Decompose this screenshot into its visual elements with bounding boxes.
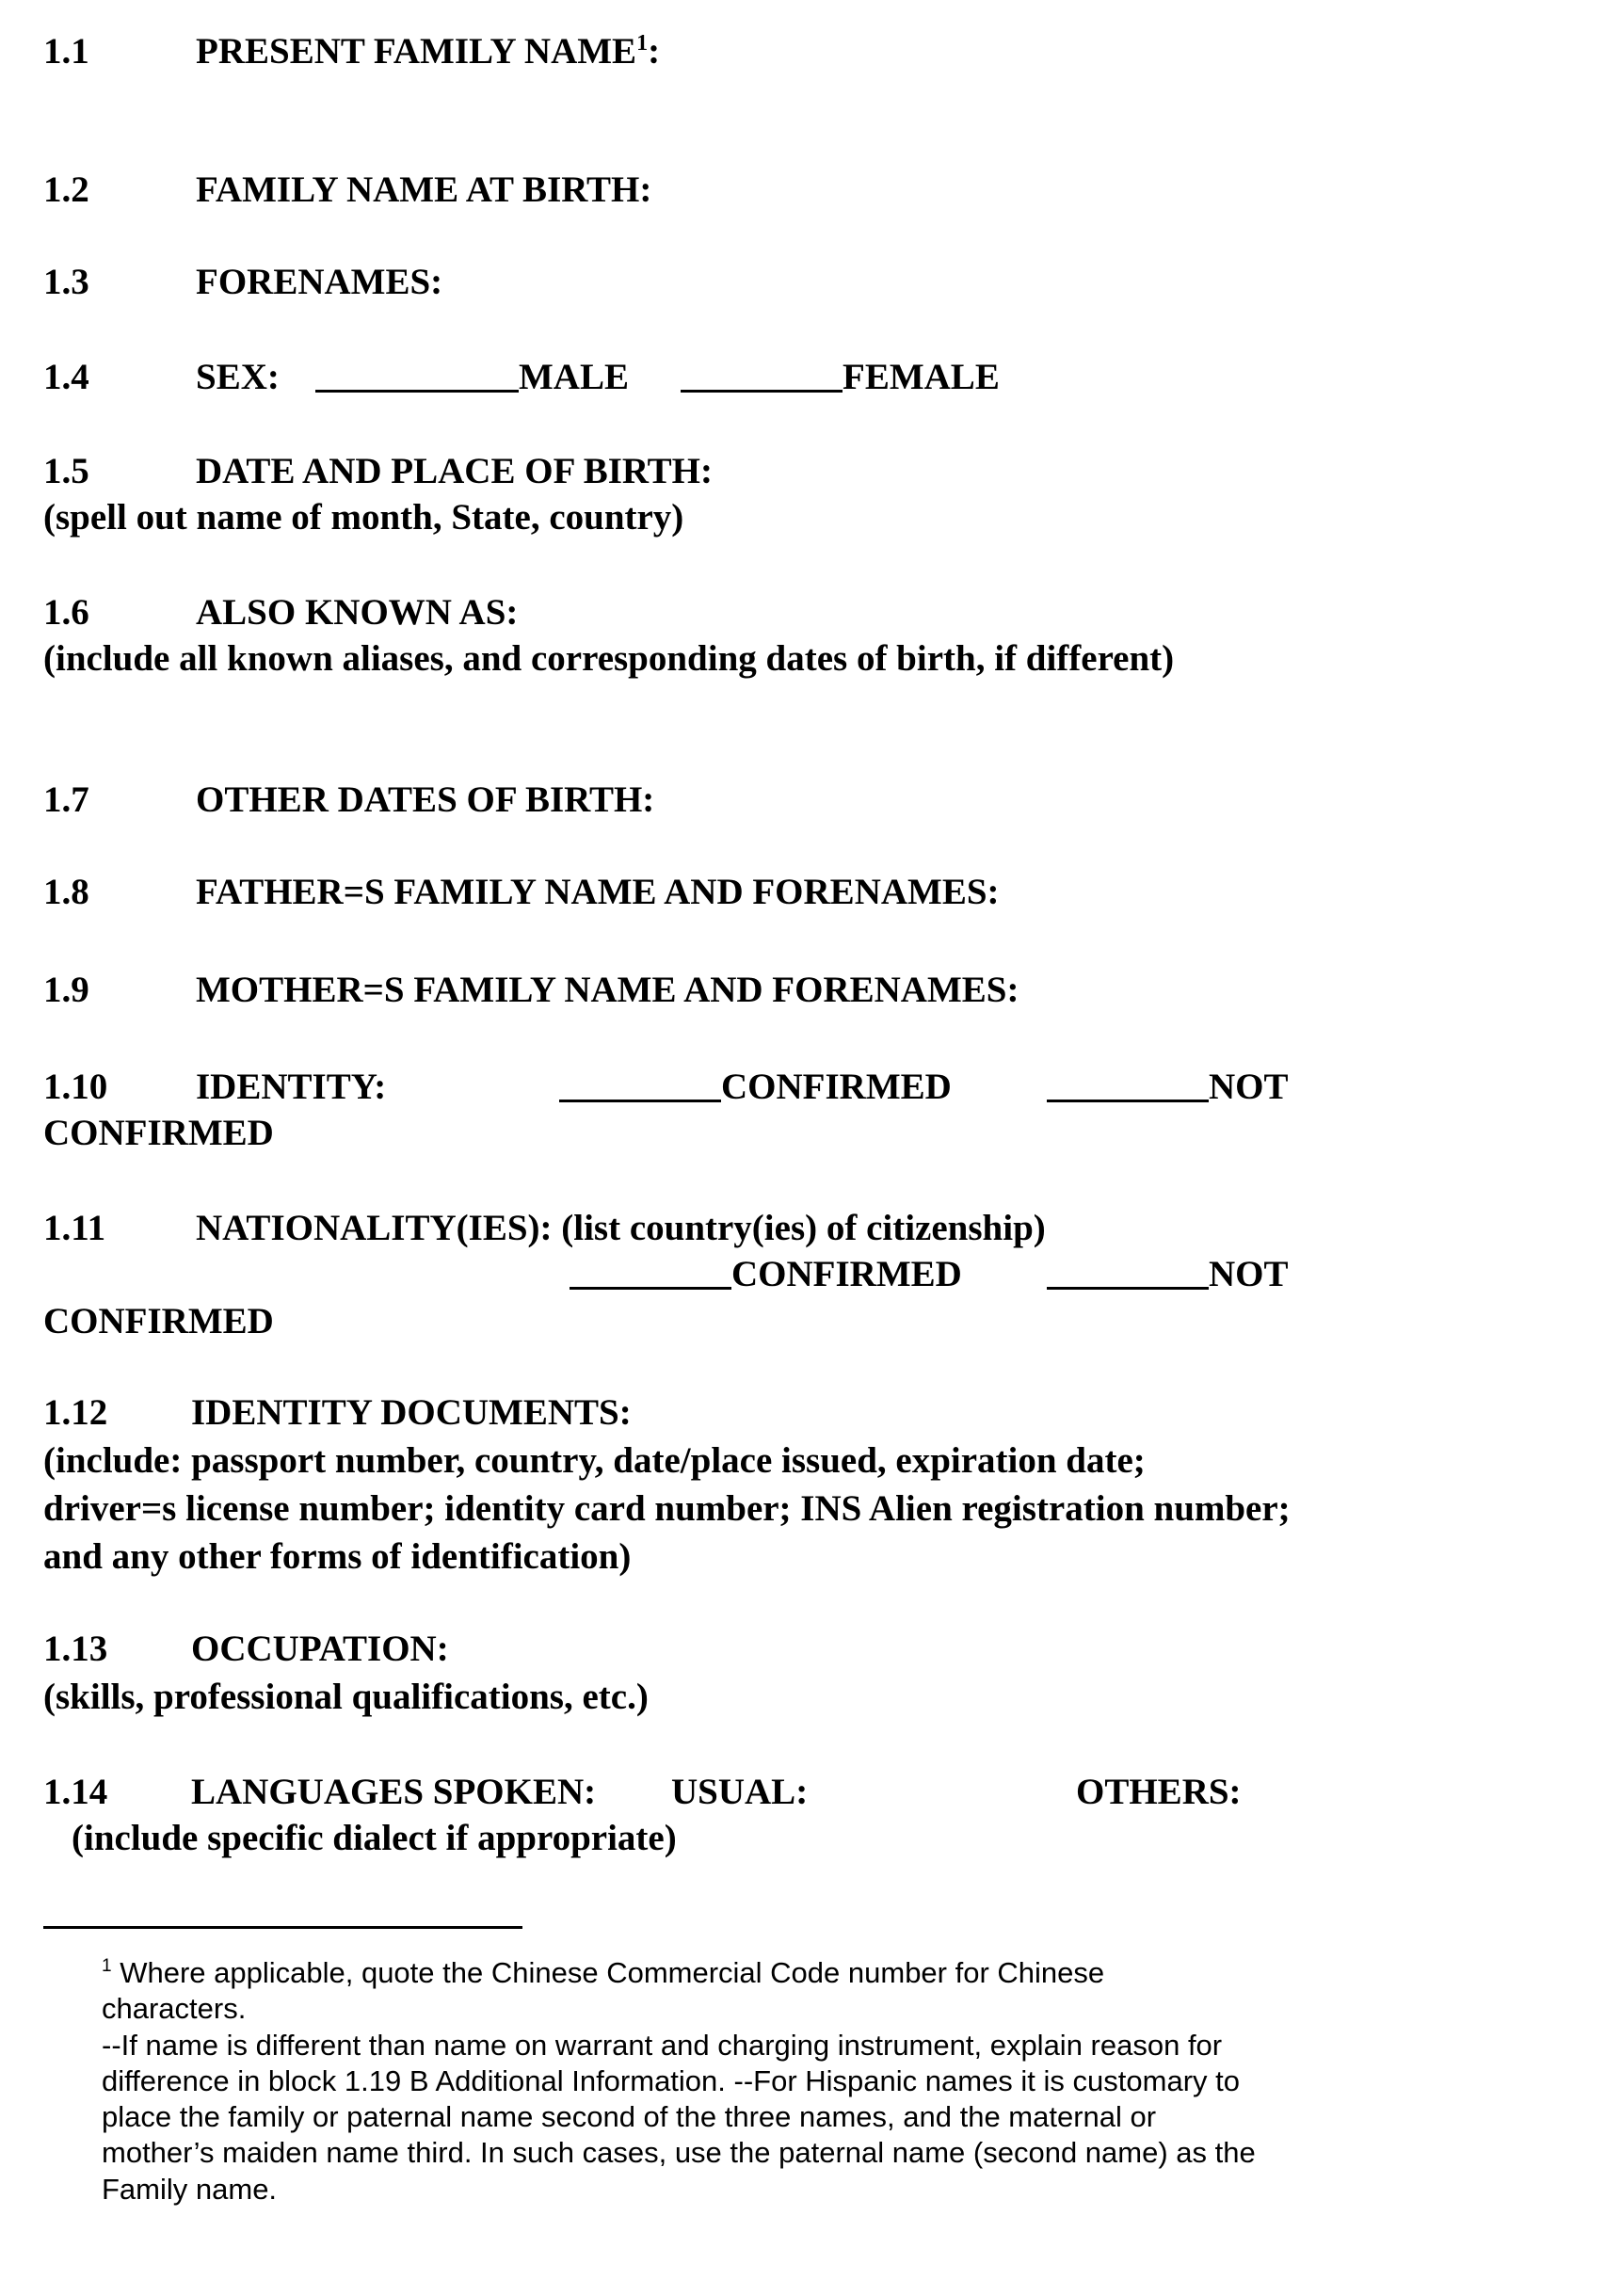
item-number-1-3: 1.3 bbox=[43, 262, 89, 302]
languages-others-label: OTHERS: bbox=[1076, 1772, 1242, 1812]
identity-confirmed-option bbox=[559, 1068, 952, 1105]
identity-not-confirmed-option bbox=[1047, 1068, 1289, 1105]
identity-documents-hint-line-3: and any other forms of identification) bbox=[43, 1536, 632, 1577]
item-number-1-7: 1.7 bbox=[43, 779, 89, 820]
identity-confirmed-text: CONFIRMED bbox=[721, 1067, 952, 1107]
footnote-line-7: Family name. bbox=[102, 2173, 278, 2206]
footnote-line-2: characters. bbox=[102, 1992, 247, 2025]
date-place-birth-hint: (spell out name of month, State, country) bbox=[43, 497, 684, 538]
also-known-as-label: ALSO KNOWN AS: bbox=[196, 592, 519, 633]
sex-label: SEX: bbox=[196, 357, 280, 397]
item-number-1-4: 1.4 bbox=[43, 357, 89, 397]
footnote-ref-1[interactable]: 1 bbox=[636, 31, 649, 56]
sex-female-option bbox=[681, 359, 1000, 395]
nationality-not-confirmed-blank[interactable] bbox=[1047, 1287, 1209, 1290]
occupation-label: OCCUPATION: bbox=[191, 1629, 449, 1669]
identity-not-confirmed-wrap: CONFIRMED bbox=[43, 1113, 274, 1153]
identity-documents-hint-line-1: (include: passport number, country, date/place issued, expiration date; bbox=[43, 1440, 1146, 1481]
mother-name-label: MOTHER=S FAMILY NAME AND FORENAMES: bbox=[196, 970, 1019, 1010]
item-number-1-2: 1.2 bbox=[43, 169, 89, 210]
item-number-1-14: 1.14 bbox=[43, 1772, 108, 1812]
item-number-1-13: 1.13 bbox=[43, 1629, 108, 1669]
item-number-1-1: 1.1 bbox=[43, 31, 89, 72]
footnote-separator bbox=[43, 1926, 522, 1929]
identity-label: IDENTITY: bbox=[196, 1067, 387, 1107]
languages-hint: (include specific dialect if appropriate) bbox=[72, 1818, 677, 1858]
identity-not-text: NOT bbox=[1209, 1067, 1289, 1107]
footnote-marker: 1 bbox=[102, 1956, 112, 1976]
identity-documents-hint-line-2: driver=s license number; identity card number; INS Alien registration number; bbox=[43, 1488, 1291, 1529]
nationality-not-confirmed-option bbox=[1047, 1256, 1289, 1293]
sex-male-option bbox=[315, 359, 629, 395]
footnote-line-4: difference in block 1.19 B Additional Information. --For Hispanic names it is customary to bbox=[102, 2064, 1240, 2097]
sex-female-blank[interactable] bbox=[681, 390, 843, 393]
item-number-1-5: 1.5 bbox=[43, 451, 89, 491]
item-number-1-9: 1.9 bbox=[43, 970, 89, 1010]
present-family-name-text: PRESENT FAMILY NAME bbox=[196, 31, 637, 72]
footnote-line-1 bbox=[102, 1958, 1104, 1987]
item-number-1-10: 1.10 bbox=[43, 1067, 108, 1107]
label-colon: : bbox=[648, 31, 661, 72]
forenames-label: FORENAMES: bbox=[196, 262, 443, 302]
languages-usual-label: USUAL: bbox=[671, 1772, 809, 1812]
father-name-label: FATHER=S FAMILY NAME AND FORENAMES: bbox=[196, 872, 1000, 912]
languages-spoken-label: LANGUAGES SPOKEN: bbox=[191, 1772, 597, 1812]
footnote-line-1-text: Where applicable, quote the Chinese Commercial Code number for Chinese bbox=[120, 1956, 1105, 1989]
other-dates-of-birth-label: OTHER DATES OF BIRTH: bbox=[196, 779, 655, 820]
also-known-as-hint: (include all known aliases, and corresponding dates of birth, if different) bbox=[43, 638, 1175, 679]
nationality-not-confirmed-wrap: CONFIRMED bbox=[43, 1301, 274, 1341]
nationality-confirmed-option bbox=[570, 1256, 962, 1293]
identity-documents-label: IDENTITY DOCUMENTS: bbox=[191, 1392, 632, 1433]
nationality-confirmed-blank[interactable] bbox=[570, 1287, 731, 1290]
footnote-line-6: mother’s maiden name third. In such cases, use the paternal name (second name) as the bbox=[102, 2136, 1256, 2169]
present-family-name-label bbox=[196, 33, 660, 70]
item-number-1-11: 1.11 bbox=[43, 1208, 106, 1248]
nationality-not-text: NOT bbox=[1209, 1254, 1289, 1294]
footnote-line-3: --If name is different than name on warrant and charging instrument, explain reason for bbox=[102, 2029, 1223, 2062]
footnote-line-5: place the family or paternal name second of the three names, and the maternal or bbox=[102, 2100, 1157, 2133]
sex-male-text: MALE bbox=[519, 357, 629, 397]
nationality-label: NATIONALITY(IES): (list country(ies) of citizenship) bbox=[196, 1208, 1046, 1248]
date-place-birth-label: DATE AND PLACE OF BIRTH: bbox=[196, 451, 714, 491]
item-number-1-6: 1.6 bbox=[43, 592, 89, 633]
identity-not-confirmed-blank[interactable] bbox=[1047, 1100, 1209, 1102]
item-number-1-12: 1.12 bbox=[43, 1392, 108, 1433]
occupation-hint: (skills, professional qualifications, etc.) bbox=[43, 1677, 649, 1717]
family-name-at-birth-label: FAMILY NAME AT BIRTH: bbox=[196, 169, 652, 210]
item-number-1-8: 1.8 bbox=[43, 872, 89, 912]
identity-confirmed-blank[interactable] bbox=[559, 1100, 721, 1102]
sex-female-text: FEMALE bbox=[843, 357, 1000, 397]
nationality-confirmed-text: CONFIRMED bbox=[731, 1254, 962, 1294]
sex-male-blank[interactable] bbox=[315, 390, 519, 393]
